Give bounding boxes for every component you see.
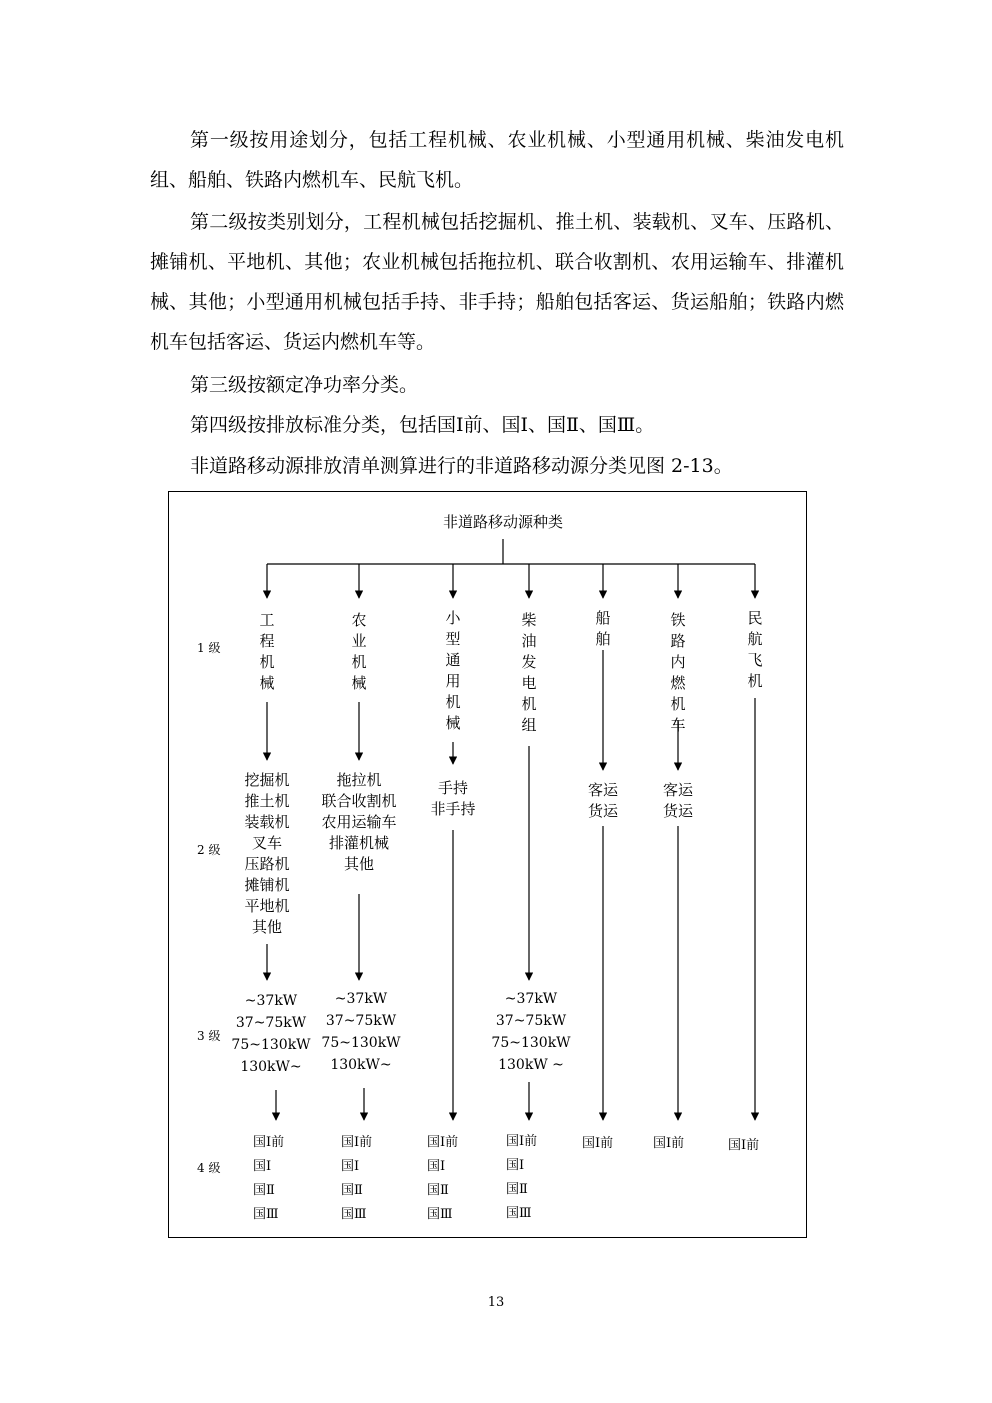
l1-node: 船 舶 bbox=[595, 609, 611, 648]
l2-node: 挖掘机 推土机 装载机 叉车 压路机 摊铺机 平地机 其他 bbox=[244, 771, 290, 936]
classification-diagram bbox=[168, 491, 807, 1238]
level-label-1: 1 级 bbox=[197, 641, 221, 655]
l4-node: 国Ⅰ前 bbox=[582, 1136, 614, 1151]
l4-node: 国Ⅰ前 国Ⅰ 国Ⅱ 国Ⅲ bbox=[427, 1135, 459, 1222]
l3-node: ~37kW 37~75kW 75~130kW 130kW~ bbox=[231, 993, 311, 1075]
l4-node: 国Ⅰ前 国Ⅰ 国Ⅱ 国Ⅲ bbox=[506, 1134, 538, 1221]
paragraph-level2: 第二级按类别划分，工程机械包括挖掘机、推土机、装载机、叉车、压路机、摊铺机、平地机、其他；农业机械包括拖拉机、联合收割机、农用运输车、排灌机械、其他；小型通用机械包括手持、非手持；船舶包括客运、货运船舶；铁路内燃机车包括客运、货运内燃机车等。 bbox=[150, 211, 844, 353]
l3-node: ~37kW 37~75kW 75~130kW 130kW~ bbox=[321, 991, 401, 1073]
level-label-2: 2 级 bbox=[197, 843, 221, 857]
l2-node: 客运 货运 bbox=[587, 781, 618, 820]
l2-node: 拖拉机 联合收割机 农用运输车 排灌机械 其他 bbox=[321, 771, 397, 873]
level-label-3: 3 级 bbox=[197, 1029, 221, 1043]
root-node: 非道路移动源种类 bbox=[442, 513, 563, 531]
paragraph-figure-ref: 非道路移动源排放清单测算进行的非道路移动源分类见图 2-13。 bbox=[190, 455, 733, 477]
l2-node: 客运 货运 bbox=[662, 781, 693, 820]
l4-node: 国Ⅰ前 bbox=[653, 1136, 685, 1151]
l4-node: 国Ⅰ前 国Ⅰ 国Ⅱ 国Ⅲ bbox=[253, 1135, 285, 1222]
level-label-4: 4 级 bbox=[197, 1161, 221, 1175]
l1-node: 小 型 通 用 机 械 bbox=[445, 609, 461, 732]
l3-node: ~37kW 37~75kW 75~130kW 130kW ~ bbox=[491, 991, 571, 1073]
paragraph-level4: 第四级按排放标准分类，包括国Ⅰ前、国Ⅰ、国Ⅱ、国Ⅲ。 bbox=[190, 414, 655, 436]
paragraph-level1: 第一级按用途划分，包括工程机械、农业机械、小型通用机械、柴油发电机组、船舶、铁路内燃机车、民航飞机。 bbox=[150, 129, 844, 191]
l1-node: 柴 油 发 电 机 组 bbox=[521, 611, 537, 734]
l4-node: 国Ⅰ前 国Ⅰ 国Ⅱ 国Ⅲ bbox=[341, 1135, 373, 1222]
l1-node: 工 程 机 械 bbox=[259, 611, 275, 692]
page-number: 13 bbox=[487, 1295, 505, 1310]
l1-node: 民 航 飞 机 bbox=[747, 609, 763, 690]
l2-node: 手持 非手持 bbox=[430, 779, 476, 818]
l1-node: 农 业 机 械 bbox=[351, 611, 367, 692]
l1-node: 铁 路 内 燃 机 车 bbox=[670, 611, 686, 734]
l4-node: 国Ⅰ前 bbox=[728, 1138, 760, 1153]
paragraph-level3: 第三级按额定净功率分类。 bbox=[190, 374, 419, 396]
